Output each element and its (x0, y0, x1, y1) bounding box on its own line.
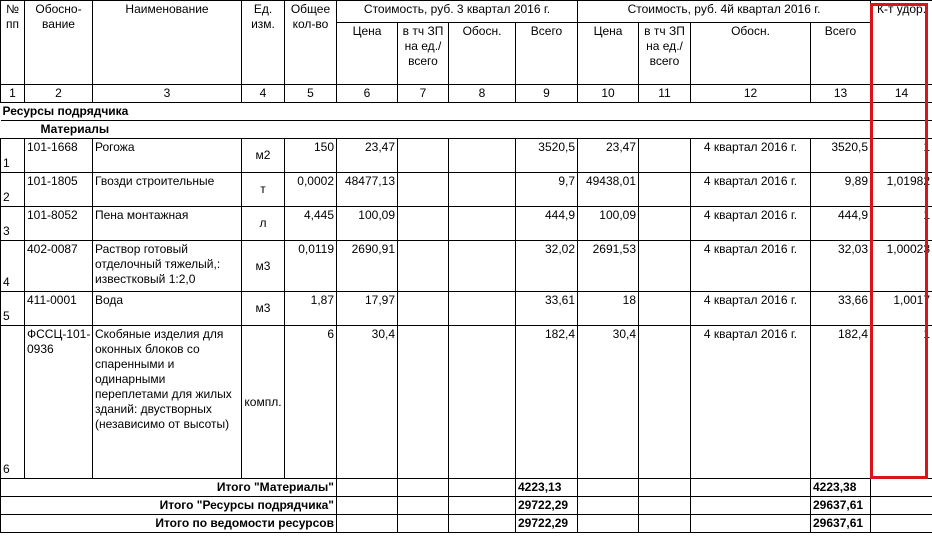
col-number: 7 (398, 85, 449, 103)
header-basis-q4: Обосн. (691, 23, 811, 85)
row-coef: 1,0017 (871, 292, 932, 326)
total-q3: 4223,13 (516, 479, 578, 497)
row-total-q3: 3520,5 (516, 139, 578, 173)
row-price-q4: 23,47 (578, 139, 639, 173)
row-price-q4: 30,4 (578, 326, 639, 479)
row-total-q4: 9,89 (811, 173, 871, 207)
row-qty: 4,445 (285, 207, 337, 241)
row-total-q3: 32,02 (516, 241, 578, 292)
row-wage-q3 (398, 326, 449, 479)
row-total-q4: 3520,5 (811, 139, 871, 173)
col-number: 4 (242, 85, 285, 103)
col-number: 11 (639, 85, 691, 103)
row-wage-q4 (639, 207, 691, 241)
section-title-materials: Материалы (1, 121, 932, 139)
col-number: 3 (93, 85, 242, 103)
total-row-contractor (1, 497, 932, 515)
row-unit: м2 (242, 139, 285, 173)
row-code: 411-0001 (25, 292, 93, 326)
header-price-q4: Цена (578, 23, 639, 85)
table-row (1, 139, 932, 173)
row-name: Пена монтажная (93, 207, 242, 241)
row-wage-q3 (398, 292, 449, 326)
section-title-contractor: Ресурсы подрядчика (1, 103, 932, 121)
header-name: Наименование (93, 1, 242, 85)
section-row-materials (1, 121, 932, 139)
row-wage-q4 (639, 292, 691, 326)
row-total-q4: 32,03 (811, 241, 871, 292)
row-code: 101-1805 (25, 173, 93, 207)
row-basis-q3 (449, 173, 516, 207)
total-q4: 29637,61 (811, 497, 871, 515)
row-no: 2 (1, 173, 25, 207)
row-coef: 1,00023 (871, 241, 932, 292)
row-price-q3: 2690,91 (337, 241, 398, 292)
row-basis-q4: 4 квартал 2016 г. (691, 241, 811, 292)
row-basis-q4: 4 квартал 2016 г. (691, 326, 811, 479)
row-basis-q3 (449, 241, 516, 292)
total-q3: 29722,29 (516, 497, 578, 515)
header-row-1 (1, 1, 932, 23)
row-basis-q3 (449, 326, 516, 479)
row-qty: 6 (285, 326, 337, 479)
col-number: 9 (516, 85, 578, 103)
table-row (1, 326, 932, 479)
total-q3: 29722,29 (516, 515, 578, 533)
row-wage-q4 (639, 173, 691, 207)
header-wage-q3: в тч ЗП на ед./ всего (398, 23, 449, 85)
column-number-row (1, 85, 932, 103)
table-row (1, 241, 932, 292)
row-price-q3: 17,97 (337, 292, 398, 326)
row-total-q3: 33,61 (516, 292, 578, 326)
total-q4: 29637,61 (811, 515, 871, 533)
col-number: 12 (691, 85, 811, 103)
row-price-q4: 2691,53 (578, 241, 639, 292)
col-number: 2 (25, 85, 93, 103)
header-cost-q4: Стоимость, руб. 4й квартал 2016 г. (578, 1, 871, 23)
row-price-q4: 18 (578, 292, 639, 326)
header-price-q3: Цена (337, 23, 398, 85)
col-number: 6 (337, 85, 398, 103)
row-price-q4: 100,09 (578, 207, 639, 241)
row-name: Раствор готовый отделочный тяжелый,: известковый 1:2,0 (93, 241, 242, 292)
row-price-q3: 48477,13 (337, 173, 398, 207)
row-name: Гвозди строительные (93, 173, 242, 207)
row-basis-q4: 4 квартал 2016 г. (691, 207, 811, 241)
row-unit: т (242, 173, 285, 207)
row-coef: 1,01982 (871, 173, 932, 207)
row-wage-q4 (639, 326, 691, 479)
header-wage-q4: в тч ЗП на ед./ всего (639, 23, 691, 85)
row-wage-q4 (639, 241, 691, 292)
row-price-q3: 100,09 (337, 207, 398, 241)
row-price-q4: 49438,01 (578, 173, 639, 207)
row-wage-q4 (639, 139, 691, 173)
row-qty: 150 (285, 139, 337, 173)
total-label: Итого "Ресурсы подрядчика" (1, 497, 337, 515)
row-basis-q3 (449, 139, 516, 173)
row-qty: 1,87 (285, 292, 337, 326)
row-total-q4: 182,4 (811, 326, 871, 479)
row-qty: 0,0119 (285, 241, 337, 292)
col-number: 10 (578, 85, 639, 103)
row-unit: м3 (242, 241, 285, 292)
table-row (1, 207, 932, 241)
col-number: 14 (871, 85, 932, 103)
header-basis: Обосно-вание (25, 1, 93, 85)
row-name: Скобяные изделия для оконных блоков со спаренными и одинарными переплетами для жилых зданий: двустворных (независимо от высоты) (93, 326, 242, 479)
row-coef: 1 (871, 207, 932, 241)
total-label: Итого "Материалы" (1, 479, 337, 497)
row-unit: м3 (242, 292, 285, 326)
row-unit: л (242, 207, 285, 241)
header-total-q4: Всего (811, 23, 871, 85)
col-number: 5 (285, 85, 337, 103)
section-row-contractor (1, 103, 932, 121)
col-number: 13 (811, 85, 871, 103)
col-number: 8 (449, 85, 516, 103)
total-row-materials (1, 479, 932, 497)
row-basis-q4: 4 квартал 2016 г. (691, 139, 811, 173)
row-wage-q3 (398, 139, 449, 173)
total-q4: 4223,38 (811, 479, 871, 497)
total-label: Итого по ведомости ресурсов (1, 515, 337, 533)
row-coef: 1 (871, 326, 932, 479)
row-total-q3: 9,7 (516, 173, 578, 207)
row-total-q4: 444,9 (811, 207, 871, 241)
row-total-q3: 182,4 (516, 326, 578, 479)
total-row-statement (1, 515, 932, 533)
row-wage-q3 (398, 241, 449, 292)
row-no: 1 (1, 139, 25, 173)
row-code: ФССЦ-101-0936 (25, 326, 93, 479)
row-qty: 0,0002 (285, 173, 337, 207)
col-number: 1 (1, 85, 25, 103)
row-name: Вода (93, 292, 242, 326)
row-code: 101-8052 (25, 207, 93, 241)
header-total-q3: Всего (516, 23, 578, 85)
row-no: 6 (1, 326, 25, 479)
row-coef: 1 (871, 139, 932, 173)
header-no: № пп (1, 1, 25, 85)
row-no: 5 (1, 292, 25, 326)
row-basis-q3 (449, 292, 516, 326)
row-basis-q4: 4 квартал 2016 г. (691, 292, 811, 326)
row-basis-q4: 4 квартал 2016 г. (691, 173, 811, 207)
row-price-q3: 23,47 (337, 139, 398, 173)
row-unit: компл. (242, 326, 285, 479)
row-wage-q3 (398, 173, 449, 207)
row-name: Рогожа (93, 139, 242, 173)
row-basis-q3 (449, 207, 516, 241)
table-row (1, 173, 932, 207)
header-coef: К-т удор. (871, 1, 932, 85)
row-no: 3 (1, 207, 25, 241)
header-unit: Ед. изм. (242, 1, 285, 85)
table-row (1, 292, 932, 326)
row-wage-q3 (398, 207, 449, 241)
header-cost-q3: Стоимость, руб. 3 квартал 2016 г. (337, 1, 578, 23)
header-basis-q3: Обосн. (449, 23, 516, 85)
row-no: 4 (1, 241, 25, 292)
row-code: 101-1668 (25, 139, 93, 173)
row-total-q3: 444,9 (516, 207, 578, 241)
row-code: 402-0087 (25, 241, 93, 292)
header-qty: Общее кол-во (285, 1, 337, 85)
row-price-q3: 30,4 (337, 326, 398, 479)
row-total-q4: 33,66 (811, 292, 871, 326)
